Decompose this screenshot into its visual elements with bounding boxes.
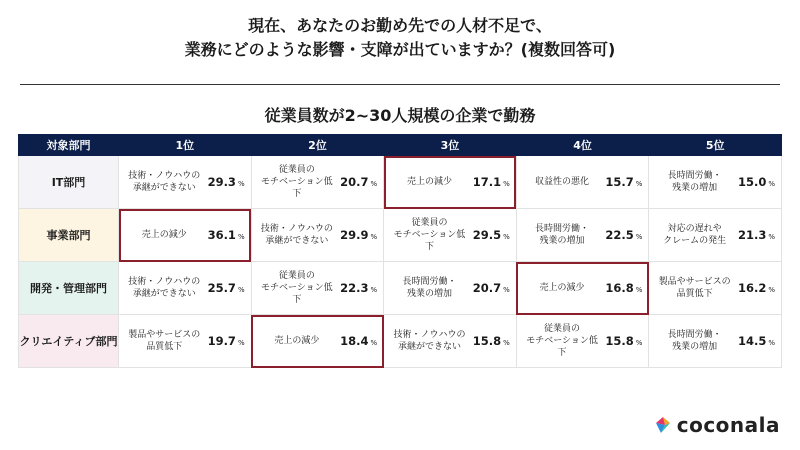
percentage-value: [208, 228, 245, 242]
percentage-value: [208, 175, 245, 189]
rank-cell: [384, 209, 517, 262]
percent-sign: %: [768, 286, 775, 294]
department-label: 事業部門: [19, 209, 119, 262]
percentage-value: [738, 175, 775, 189]
percentage-number: 17.1: [472, 175, 502, 189]
percentage-value: [208, 281, 245, 295]
rank-cell: [119, 262, 252, 315]
column-header-rank-2: 2位: [251, 135, 384, 156]
percent-sign: %: [635, 180, 643, 188]
percent-sign: %: [503, 233, 510, 241]
coconala-logo-text: coconala: [676, 413, 780, 437]
percentage-number: 15.0: [737, 175, 767, 189]
percent-sign: %: [768, 180, 775, 188]
percentage-value: [605, 281, 642, 295]
impact-label: 対応の遅れや クレームの発生: [663, 224, 727, 246]
rank-cell: [384, 315, 517, 368]
percent-sign: %: [503, 180, 510, 188]
rank-cell: [119, 315, 252, 368]
percentage-number: 15.7: [605, 175, 634, 189]
percentage-value: [340, 228, 377, 242]
table-header-row: [19, 135, 782, 156]
percent-sign: %: [237, 339, 245, 347]
percent-sign: %: [370, 339, 378, 347]
percentage-number: 15.8: [472, 334, 502, 348]
percent-sign: %: [237, 233, 245, 241]
rank-cell: [649, 156, 782, 209]
percentage-number: 22.3: [340, 281, 369, 295]
percentage-number: 20.7: [340, 175, 369, 189]
percentage-number: 29.3: [207, 175, 236, 189]
percentage-number: 16.8: [605, 281, 634, 295]
percentage-number: 19.7: [207, 334, 236, 348]
percent-sign: %: [635, 233, 643, 241]
impact-label: 従業員の モチベーション低下: [261, 271, 333, 305]
column-header-rank-3: 3位: [384, 135, 517, 156]
rank-cell: [649, 209, 782, 262]
rank-cell: [251, 315, 384, 368]
impact-label: 長時間労働・ 残業の増加: [667, 171, 722, 193]
impact-label: 従業員の モチベーション低下: [261, 165, 333, 199]
coconala-logo: [653, 413, 780, 437]
percent-sign: %: [635, 286, 643, 294]
column-header-rank-4: 4位: [516, 135, 649, 156]
percentage-number: 25.7: [207, 281, 236, 295]
percentage-value: [473, 175, 510, 189]
percent-sign: %: [370, 233, 378, 241]
impact-label: 技術・ノウハウの 承継ができない: [393, 330, 466, 352]
department-label: クリエイティブ部門: [19, 315, 119, 368]
percentage-value: [605, 175, 642, 189]
percentage-value: [340, 175, 377, 189]
percent-sign: %: [768, 233, 775, 241]
rank-cell: [516, 156, 649, 209]
rank-cell: [119, 209, 252, 262]
impact-label: 長時間労働・ 残業の増加: [667, 330, 722, 352]
percent-sign: %: [237, 180, 245, 188]
percentage-value: [340, 334, 377, 348]
coconala-logo-icon: [653, 415, 673, 435]
percent-sign: %: [635, 339, 643, 347]
percent-sign: %: [370, 286, 378, 294]
percentage-number: 22.5: [605, 228, 634, 242]
column-header-rank-5: 5位: [649, 135, 782, 156]
column-header-dept: 対象部門: [19, 135, 119, 156]
impact-label: 製品やサービスの 品質低下: [658, 277, 731, 299]
impact-label: 長時間労働・ 残業の増加: [402, 277, 457, 299]
rank-cell: [384, 156, 517, 209]
percentage-value: [738, 281, 775, 295]
title-line-2: 業務にどのような影響・支障が出ていますか？(複数回答可): [184, 40, 616, 59]
impact-label: 技術・ノウハウの 承継ができない: [128, 277, 201, 299]
table-row: [19, 262, 782, 315]
percentage-number: 21.3: [737, 228, 767, 242]
ranking-table: [18, 134, 782, 368]
impact-label: 従業員の モチベーション低下: [526, 324, 598, 358]
table-row: [19, 156, 782, 209]
title-divider: [20, 84, 780, 85]
impact-label: 売上の減少: [406, 177, 452, 187]
impact-label: 従業員の モチベーション低下: [393, 218, 466, 252]
percent-sign: %: [503, 286, 510, 294]
rank-cell: [251, 209, 384, 262]
impact-label: 長時間労働・ 残業の増加: [535, 224, 590, 246]
percentage-number: 36.1: [207, 228, 236, 242]
impact-label: 技術・ノウハウの 承継ができない: [128, 171, 201, 193]
table-row: [19, 315, 782, 368]
rank-cell: [384, 262, 517, 315]
rank-cell: [119, 156, 252, 209]
percentage-number: 16.2: [737, 281, 767, 295]
impact-label: 収益性の悪化: [535, 177, 590, 187]
column-header-rank-1: 1位: [119, 135, 252, 156]
percentage-value: [605, 228, 642, 242]
page-title: [0, 14, 800, 62]
impact-label: 製品やサービスの 品質低下: [128, 330, 201, 352]
percentage-value: [208, 334, 245, 348]
rank-cell: [516, 262, 649, 315]
rank-cell: [251, 156, 384, 209]
percentage-value: [473, 228, 510, 242]
percentage-value: [738, 334, 775, 348]
rank-cell: [251, 262, 384, 315]
percentage-number: 29.5: [472, 228, 502, 242]
percentage-number: 18.4: [340, 334, 369, 348]
table-subtitle: 従業員数が2~30人規模の企業で勤務: [264, 106, 536, 125]
percent-sign: %: [237, 286, 245, 294]
percent-sign: %: [370, 180, 378, 188]
rank-cell: [516, 315, 649, 368]
impact-label: 売上の減少: [141, 230, 187, 240]
percentage-value: [340, 281, 377, 295]
percent-sign: %: [768, 339, 775, 347]
table-row: [19, 209, 782, 262]
impact-label: 売上の減少: [274, 336, 320, 346]
percentage-number: 20.7: [472, 281, 502, 295]
impact-label: 売上の減少: [539, 283, 585, 293]
percentage-value: [605, 334, 642, 348]
percentage-number: 15.8: [605, 334, 634, 348]
percent-sign: %: [503, 339, 510, 347]
department-label: 開発・管理部門: [19, 262, 119, 315]
rank-cell: [649, 262, 782, 315]
percentage-number: 29.9: [340, 228, 369, 242]
department-label: IT部門: [19, 156, 119, 209]
percentage-value: [473, 281, 510, 295]
rank-cell: [649, 315, 782, 368]
title-line-1: 現在、あなたのお勤め先での人材不足で、: [248, 16, 552, 35]
percentage-value: [473, 334, 510, 348]
impact-label: 技術・ノウハウの 承継ができない: [260, 224, 333, 246]
percentage-number: 14.5: [737, 334, 767, 348]
percentage-value: [738, 228, 775, 242]
rank-cell: [516, 209, 649, 262]
